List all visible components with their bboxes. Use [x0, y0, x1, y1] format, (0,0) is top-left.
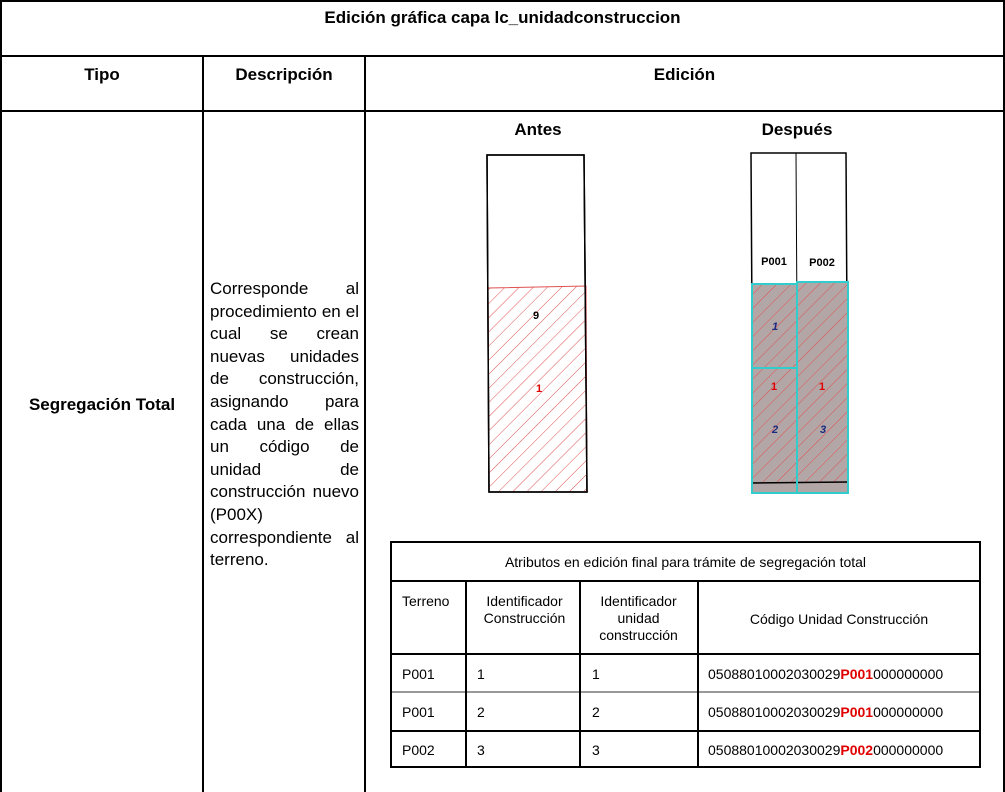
- despues-right-mid-label: 1: [818, 381, 826, 393]
- divider-title: [0, 55, 1005, 57]
- despues-label: Después: [761, 120, 833, 139]
- table-row-3-terreno: P002: [402, 742, 435, 758]
- table-row-1-id-unidad: 1: [592, 666, 600, 682]
- page-title: Edición gráfica capa lc_unidadconstruccion: [324, 8, 681, 27]
- table-row-2-id-construccion: 2: [477, 704, 485, 720]
- codigo-prefix: 05088010002030029: [708, 704, 841, 720]
- it-vline-2: [579, 580, 581, 768]
- codigo-suffix: 000000000: [873, 704, 944, 720]
- antes-bottom-label: 1: [535, 383, 543, 395]
- border-top: [0, 0, 1005, 2]
- attributes-table: [390, 541, 981, 768]
- codigo-prefix: 05088010002030029: [708, 742, 841, 758]
- codigo-highlight: P001: [840, 704, 874, 720]
- table-row-2-codigo: [708, 704, 943, 720]
- it-hline-title: [392, 580, 979, 582]
- antes-top-label: 9: [532, 310, 540, 322]
- divider-col1: [202, 55, 204, 792]
- despues-left-bottom-label: 2: [771, 424, 779, 436]
- table-row-3-id-unidad: 3: [592, 742, 600, 758]
- codigo-suffix: 000000000: [873, 666, 944, 682]
- header-edicion: Edición: [653, 65, 716, 84]
- table-row-1-terreno: P001: [402, 666, 435, 682]
- row-tipo: Segregación Total: [28, 395, 176, 414]
- despues-right-bottom-label: 3: [819, 424, 827, 436]
- col-header-codigo: Código Unidad Construcción: [749, 611, 929, 627]
- table-row-1-id-construccion: 1: [477, 666, 485, 682]
- codigo-suffix: 000000000: [873, 742, 944, 758]
- despues-left-mid-label: 1: [770, 381, 778, 393]
- despues-parcel: [751, 153, 849, 493]
- col-header-terreno: Terreno: [402, 593, 450, 609]
- header-descripcion: Descripción: [235, 65, 333, 84]
- table-row-1-codigo: [708, 666, 943, 682]
- antes-label: Antes: [514, 120, 562, 139]
- table-row-3-codigo: [708, 742, 943, 758]
- col-header-id-unidad: Identificador unidad construcción: [599, 593, 678, 643]
- it-hline-row2: [392, 730, 979, 732]
- antes-parcel: [487, 155, 587, 492]
- row-descripcion: Corresponde al procedimiento en el cual se crean nuevas unidades de construcción, asignando para cada una de ellas un código de unidad de construcción nuevo (P00X) correspondiente al terreno.: [210, 279, 359, 570]
- it-vline-3: [697, 580, 699, 768]
- table-row-2-id-unidad: 2: [592, 704, 600, 720]
- codigo-highlight: P001: [840, 666, 874, 682]
- it-hline-row1: [392, 691, 979, 693]
- despues-left-top-label: 1: [771, 321, 779, 333]
- codigo-prefix: 05088010002030029: [708, 666, 841, 682]
- header-tipo: Tipo: [84, 65, 120, 84]
- terreno-label-p002: P002: [809, 257, 835, 269]
- terreno-label-p001: P001: [761, 256, 787, 268]
- col-header-id-construccion: Identificador Construcción: [483, 593, 566, 626]
- it-vline-1: [465, 580, 467, 768]
- codigo-highlight: P002: [840, 742, 874, 758]
- it-hline-header: [392, 653, 979, 655]
- table-row-2-terreno: P001: [402, 704, 435, 720]
- attributes-table-title: Atributos en edición final para trámite de segregación total: [504, 554, 867, 570]
- table-row-3-id-construccion: 3: [477, 742, 485, 758]
- edicion-diagram: [366, 112, 1003, 512]
